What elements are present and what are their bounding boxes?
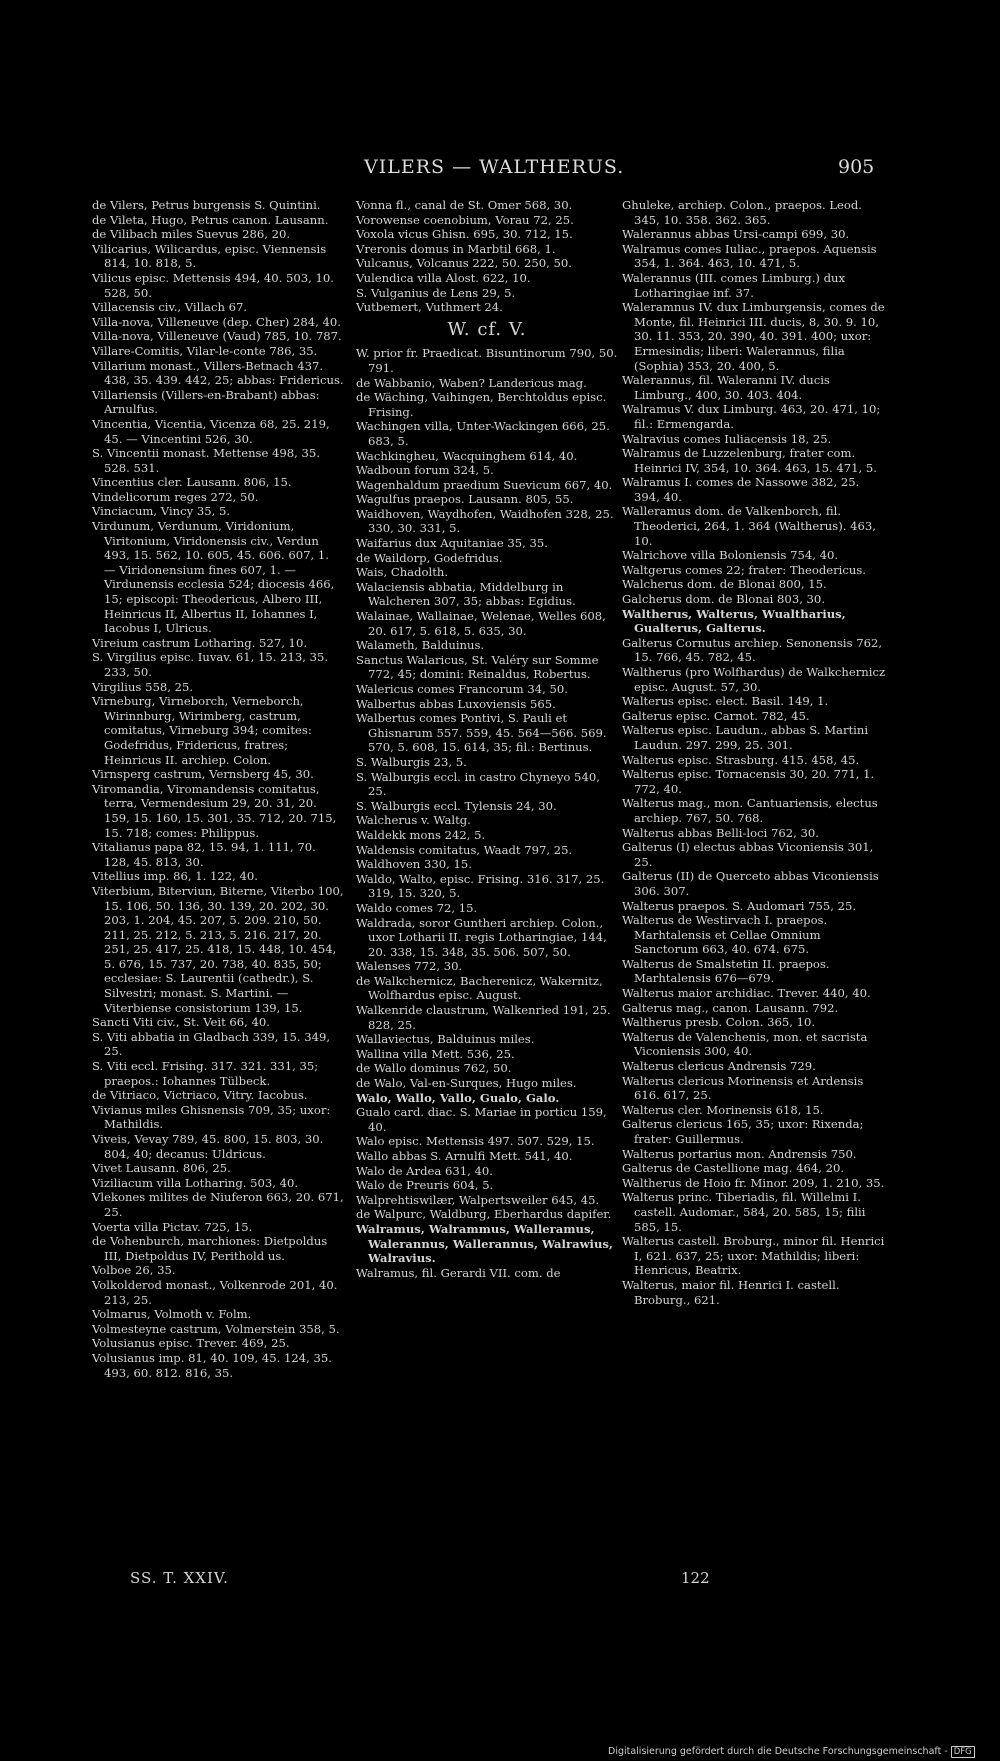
index-entry: de Wabbanio, Waben? Landericus mag.: [356, 375, 587, 390]
index-entry: Waldo comes 72, 15.: [356, 900, 478, 915]
index-entry: Walterus episc. Strasburg. 415. 458, 45.: [622, 752, 860, 767]
index-entry: Vindelicorum reges 272, 50.: [92, 489, 259, 504]
index-entry: S. Viti abbatia in Gladbach 339, 15. 349, 25.: [92, 1029, 331, 1059]
index-entry: Walerannus (III. comes Limburg.) dux Lotharingiae inf. 37.: [622, 270, 846, 300]
index-entry: W. prior fr. Praedicat. Bisuntinorum 790, 50. 791.: [356, 346, 618, 375]
index-entry: Vulendica villa Alost. 622, 10.: [356, 270, 531, 285]
index-entry: Vincentia, Vicentia, Vicenza 68, 25. 219, 45. — Vincentini 526, 30.: [92, 416, 330, 446]
index-entry: Voerta villa Pictav. 725, 15.: [92, 1219, 253, 1234]
index-entry: Volusianus imp. 81, 40. 109, 45. 124, 35. 493, 60. 812. 816, 35.: [92, 1350, 332, 1380]
dfg-logo: DFG: [951, 1746, 975, 1758]
index-entry: Walo episc. Mettensis 497. 507. 529, 15.: [356, 1134, 595, 1149]
index-entry: de Vileta, Hugo, Petrus canon. Lausann.: [92, 212, 329, 227]
index-entry: de Wallo dominus 762, 50.: [356, 1061, 512, 1076]
index-entry: Virneburg, Virneborch, Verneborch, Wirinnburg, Wirimberg, castrum, comitatus, Virneburg 394; comites: Godefridus, Fridericus, fratres; Heinricus II. archiep. Colon.: [92, 694, 312, 767]
index-entry: Waldekk mons 242, 5.: [356, 827, 486, 842]
index-entry: Walrichove villa Boloniensis 754, 40.: [622, 548, 839, 563]
index-entry: de Vilers, Petrus burgensis S. Quintini.: [92, 198, 321, 212]
index-entry: S. Walburgis 23, 5.: [356, 754, 467, 769]
index-entry: Walramus, fil. Gerardi VII. com. de: [356, 1265, 561, 1280]
index-entry: de Walpurc, Waldburg, Eberhardus dapifer.: [356, 1207, 612, 1222]
index-entry: Walterus de Smalstetin II. praepos. Marhtalensis 676—679.: [622, 956, 830, 986]
index-entry: Walericus comes Francorum 34, 50.: [356, 682, 568, 696]
index-entry: Wallina villa Mett. 536, 25.: [356, 1046, 515, 1061]
index-entry: Villare-Comitis, Vilar-le-conte 786, 35.: [92, 343, 318, 358]
index-column-1: [92, 198, 344, 1380]
index-entry: Waidhoven, Waydhofen, Waidhofen 328, 25. 330, 30. 331, 5.: [356, 506, 614, 536]
index-entry: S. Vincentii monast. Mettense 498, 35. 528. 531.: [92, 446, 320, 475]
index-entry: Waldensis comitatus, Waadt 797, 25.: [356, 842, 573, 857]
index-entry: Wallo abbas S. Arnulfi Mett. 541, 40.: [356, 1149, 573, 1163]
index-entry: Villariensis (Villers-en-Brabant) abbas: Arnulfus.: [92, 387, 320, 417]
index-entry: Waltgerus comes 22; frater: Theodericus.: [622, 562, 866, 577]
index-entry: Walterus portarius mon. Andrensis 750.: [622, 1146, 857, 1161]
index-entry: Galterus episc. Carnot. 782, 45.: [622, 708, 810, 723]
index-entry: de Vohenburch, marchiones: Dietpoldus III, Dietpoldus IV, Perithold us.: [92, 1234, 328, 1263]
index-entry: Walterus abbas Belli-loci 762, 30.: [622, 825, 819, 840]
index-entry: Walterus praepos. S. Audomari 755, 25.: [622, 898, 857, 913]
index-entry: Walbertus comes Pontivi, S. Pauli et Ghisnarum 557. 559, 45. 564—566. 569. 570, 5. 608, 15. 614, 35; fil.: Bertinus.: [356, 711, 607, 755]
index-entry: Walterus de Westirvach I. praepos. Marhtalensis et Cellae Omnium Sanctorum 663, 40. 674. 675.: [622, 913, 828, 957]
index-entry: Wagenhaldum praedium Suevicum 667, 40.: [356, 477, 613, 492]
index-entry: Volmesteyne castrum, Volmerstein 358, 5.: [92, 1321, 340, 1336]
index-entry: Waltherus, Walterus, Wualtharius, Gualterus, Galterus.: [622, 606, 846, 636]
index-entry: Sanctus Walaricus, St. Valéry sur Somme 772, 45; domini: Reinaldus, Robertus.: [356, 652, 599, 682]
index-entry: Vireium castrum Lotharing. 527, 10.: [92, 635, 307, 650]
index-entry: Walprehtiswilær, Walpertsweiler 645, 45.: [356, 1192, 600, 1207]
digitization-credit: [608, 1746, 975, 1758]
index-entry: Walterus cler. Morinensis 618, 15.: [622, 1102, 824, 1117]
index-entry: Villa-nova, Villeneuve (Vaud) 785, 10. 787.: [92, 329, 342, 344]
index-entry: Walterus clericus Andrensis 729.: [622, 1059, 816, 1074]
page-header: [0, 156, 1000, 186]
index-entry: Vorowense coenobium, Vorau 72, 25.: [356, 212, 574, 227]
index-entry: Galterus de Castellione mag. 464, 20.: [622, 1161, 845, 1176]
sheet-number: 122: [681, 1569, 710, 1587]
index-entry: Waldhoven 330, 15.: [356, 857, 472, 872]
index-entry: Waifarius dux Aquitaniae 35, 35.: [356, 536, 548, 551]
index-entry: S. Virgilius episc. Iuvav. 61, 15. 213, 35. 233, 50.: [92, 650, 329, 679]
index-entry: Gualo card. diac. S. Mariae in porticu 159, 40.: [356, 1105, 607, 1134]
index-entry: Vreronis domus in Marbtil 668, 1.: [356, 241, 556, 256]
index-entry: Galterus Cornutus archiep. Senonensis 762, 15. 766, 45. 782, 45.: [622, 635, 883, 665]
index-entry: S. Vulganius de Lens 29, 5.: [356, 285, 516, 300]
index-entry: Waleramnus IV. dux Limburgensis, comes de Monte, fil. Heinrici III. ducis, 8, 30. 9. 10, 30. 11. 353, 20. 390, 40. 391. 400; uxor: Ermesindis; liberi: Walerannus, filia (Sophia) 353, 20. 400, 5.: [622, 300, 885, 373]
index-entry: Waltherus (pro Wolfhardus) de Walkchernicz episc. August. 57, 30.: [622, 665, 886, 694]
index-entry: Walenses 772, 30.: [356, 959, 463, 974]
index-entry: Waldo, Walto, episc. Frising. 316. 317, 25. 319, 15. 320, 5.: [356, 871, 605, 901]
index-entry: Walbertus abbas Luxoviensis 565.: [356, 696, 556, 711]
index-entry: Wadboun forum 324, 5.: [356, 463, 494, 478]
index-entry: S. Walburgis eccl. Tylensis 24, 30.: [356, 798, 557, 813]
index-entry: Walameth, Balduinus.: [356, 638, 485, 653]
index-entry: de Waildorp, Godefridus.: [356, 550, 503, 565]
index-entry: Walramus comes Iuliac., praepos. Aquensis 354, 1. 364. 463, 10. 471, 5.: [622, 241, 877, 271]
section-heading: W. cf. V.: [447, 318, 527, 340]
index-entry: S. Walburgis eccl. in castro Chyneyo 540, 25.: [356, 769, 600, 799]
index-entry: Wais, Chadolth.: [356, 565, 449, 580]
index-entry: Vilicarius, Wilicardus, episc. Viennensis 814, 10. 818, 5.: [92, 241, 327, 271]
index-entry: Wachkingheu, Wacquinghem 614, 40.: [356, 448, 578, 463]
index-entry: Walo de Ardea 631, 40.: [356, 1163, 493, 1178]
index-entry: Walramus, Walrammus, Walleramus, Walerannus, Wallerannus, Walrawius, Walravius.: [356, 1221, 613, 1266]
index-entry: de Vitriaco, Victriaco, Vitry. Iacobus.: [92, 1088, 308, 1103]
volume-signature: SS. T. XXIV.: [130, 1569, 229, 1587]
index-entry: Volusianus episc. Trever. 469, 25.: [92, 1336, 290, 1351]
index-entry: Walramus I. comes de Nassowe 382, 25. 394, 40.: [622, 475, 860, 504]
index-entry: Wagulfus praepos. Lausann. 805, 55.: [356, 492, 574, 507]
index-entry: Vitellius imp. 86, 1. 122, 40.: [92, 869, 258, 884]
index-entry: Walterus maior archidiac. Trever. 440, 40.: [622, 986, 871, 1001]
index-entry: Galterus (I) electus abbas Viconiensis 301, 25.: [622, 840, 874, 869]
index-entry: Walerannus, fil. Waleranni IV. ducis Limburg., 400, 30. 403. 404.: [622, 373, 830, 402]
index-entry: Walcherus v. Waltg.: [356, 813, 471, 828]
index-entry: Waltherus presb. Colon. 365, 10.: [622, 1015, 816, 1030]
index-entry: Virnsperg castrum, Vernsberg 45, 30.: [92, 767, 314, 782]
index-entry: de Wäching, Vaihingen, Berchtoldus episc. Frising.: [356, 390, 607, 419]
index-entry: Vivet Lausann. 806, 25.: [92, 1161, 231, 1176]
index-entry: Walravius comes Iuliacensis 18, 25.: [622, 431, 832, 446]
index-entry: de Walkchernicz, Bacherenicz, Wakernitz, Wolfhardus episc. August.: [356, 973, 603, 1003]
index-entry: Walleramus dom. de Valkenborch, fil. Theoderici, 264, 1. 364 (Waltherus). 463, 10.: [622, 504, 876, 548]
index-entry: Walterus episc. elect. Basil. 149, 1.: [622, 694, 829, 709]
index-entry: Walterus episc. Laudun., abbas S. Martini Laudun. 297. 299, 25. 301.: [622, 723, 869, 752]
index-entry: Villacensis civ., Villach 67.: [92, 300, 248, 315]
page-number: 905: [838, 156, 875, 178]
index-entry: Volboe 26, 35.: [92, 1263, 176, 1278]
index-entry: Vlekones milites de Niuferon 663, 20. 671, 25.: [92, 1190, 344, 1219]
running-title: VILERS — WALTHERUS.: [364, 156, 625, 178]
index-entry: Vinciacum, Vincy 35, 5.: [92, 504, 231, 519]
index-entry: Waltherus de Hoio fr. Minor. 209, 1. 210, 35.: [622, 1175, 885, 1190]
index-entry: Walterus castell. Broburg., minor fil. Henrici I, 621. 637, 25; uxor: Mathildis; liberi: Henricus, Beatrix.: [622, 1234, 885, 1278]
index-entry: de Walo, Val-en-Surques, Hugo miles.: [356, 1076, 577, 1091]
index-entry: Walterus episc. Tornacensis 30, 20. 771, 1. 772, 40.: [622, 767, 875, 796]
index-column-2: [356, 198, 618, 1280]
index-entry: Walterus clericus Morinensis et Ardensis 616. 617, 25.: [622, 1073, 864, 1103]
index-entry: Volmarus, Volmoth v. Folm.: [92, 1307, 252, 1322]
index-entry: Vivianus miles Ghisnensis 709, 35; uxor: Mathildis.: [92, 1102, 331, 1132]
index-entry: Walo de Preuris 604, 5.: [356, 1178, 494, 1193]
index-entry: Voxola vicus Ghisn. 695, 30. 712, 15.: [356, 227, 573, 242]
index-entry: Walterus princ. Tiberiadis, fil. Willelmi I. castell. Audomar., 584, 20. 585, 15; filii 585, 15.: [622, 1190, 866, 1234]
index-entry: Galcherus dom. de Blonai 803, 30.: [622, 592, 825, 607]
index-entry: Walterus, maior fil. Henrici I. castell. Broburg., 621.: [622, 1277, 840, 1307]
index-entry: Villarium monast., Villers-Betnach 437. 438, 35. 439. 442, 25; abbas: Fridericus.: [92, 358, 344, 388]
index-entry: Vitalianus papa 82, 15. 94, 1. 111, 70. 128, 45. 813, 30.: [92, 840, 316, 869]
index-entry: Vonna fl., canal de St. Omer 568, 30.: [356, 198, 573, 212]
index-entry: Vutbemert, Vuthmert 24.: [356, 300, 503, 315]
index-entry: Sancti Viti civ., St. Veit 66, 40.: [92, 1015, 270, 1030]
index-entry: Virgilius 558, 25.: [92, 679, 194, 694]
index-entry: Viromandia, Viromandensis comitatus, terra, Vermendesium 29, 20. 31, 20. 159, 15. 160, 15. 301, 35. 712, 20. 715, 15. 718; comes: Philippus.: [92, 781, 337, 840]
index-entry: Vilicus episc. Mettensis 494, 40. 503, 10. 528, 50.: [92, 270, 334, 300]
index-entry: de Vilibach miles Suevus 286, 20.: [92, 227, 291, 242]
index-entry: Virdunum, Verdunum, Viridonium, Viritonium, Viridonensis civ., Verdun 493, 15. 562, 10. 605, 45. 606. 607, 1. — Viridonensium fines 607, 1. — Virdunensis ecclesia 524; diocesis 466, 15; episcopi: Theodericus, Albero III, Heinricus II, Albertus II, Iohannes I, Iacobus I, Ulricus.: [92, 519, 335, 636]
index-entry: Walcherus dom. de Blonai 800, 15.: [622, 577, 827, 592]
index-column-3: [622, 198, 886, 1307]
index-entry: S. Viti eccl. Frising. 317. 321. 331, 35; praepos.: Iohannes Tülbeck.: [92, 1059, 319, 1088]
index-entry: Galterus clericus 165, 35; uxor: Rixenda; frater: Guillermus.: [622, 1117, 864, 1146]
index-entry: Walterus de Valenchenis, mon. et sacrista Viconiensis 300, 40.: [622, 1029, 868, 1059]
index-entry: Galterus (II) de Querceto abbas Viconiensis 306. 307.: [622, 869, 879, 898]
index-entry: Viziliacum villa Lotharing. 503, 40.: [92, 1175, 299, 1190]
index-entry: Walo, Wallo, Vallo, Gualo, Galo.: [356, 1090, 560, 1105]
index-entry: Waldrada, soror Guntheri archiep. Colon., uxor Lotharii II. regis Lotharingiae, 144, 20. 338, 15. 348, 35. 506. 507, 50.: [356, 915, 607, 959]
index-entry: Walramus V. dux Limburg. 463, 20. 471, 10; fil.: Ermengarda.: [622, 402, 881, 431]
index-entry: Walaciensis abbatia, Middelburg in Walcheren 307, 35; abbas: Egidius.: [356, 579, 576, 609]
credit-text: Digitalisierung gefördert durch die Deutsche Forschungsgemeinschaft -: [608, 1746, 948, 1757]
index-entry: Wallaviectus, Balduinus miles.: [356, 1032, 535, 1047]
index-entry: Viterbium, Biterviun, Biterne, Viterbo 100, 15. 106, 50. 136, 30. 139, 20. 202, 30. 203, 1. 204, 45. 207, 5. 209. 210, 50. 211, 25. 212, 5. 213, 5. 216. 217, 20. 251, 25. 417, 25. 418, 15. 448, 10. 454, 5. 676, 15. 737, 20. 738, 40. 835, 50; ecclesiae: S. Laurentii (cathedr.), S. Silvestri; monast. S. Martini. — Viterbiense consistorium 139, 15.: [92, 883, 344, 1015]
index-entry: Ghuleke, archiep. Colon., praepos. Leod. 345, 10. 358. 362. 365.: [622, 198, 862, 227]
index-entry: Walainae, Wallainae, Welenae, Welles 608, 20. 617, 5. 618, 5. 635, 30.: [356, 609, 606, 638]
index-entry: Villa-nova, Villeneuve (dep. Cher) 284, 40.: [92, 314, 341, 329]
index-entry: Walkenride claustrum, Walkenried 191, 25. 828, 25.: [356, 1003, 611, 1032]
index-entry: Volkolderod monast., Volkenrode 201, 40. 213, 25.: [92, 1277, 338, 1307]
index-entry: Viveis, Vevay 789, 45. 800, 15. 803, 30. 804, 40; decanus: Uldricus.: [92, 1132, 324, 1161]
index-entry: Walramus de Luzzelenburg, frater com. Heinrici IV, 354, 10. 364. 463, 15. 471, 5.: [622, 446, 877, 475]
index-entry: Vincentius cler. Lausann. 806, 15.: [92, 475, 292, 490]
index-column-2-top: [356, 198, 618, 315]
index-column-2-bottom: [356, 346, 618, 1280]
index-entry: Vulcanus, Volcanus 222, 50. 250, 50.: [356, 256, 572, 271]
index-entry: Walterus mag., mon. Cantuariensis, electus archiep. 767, 50. 768.: [622, 796, 878, 825]
index-entry: Galterus mag., canon. Lausann. 792.: [622, 1000, 839, 1015]
index-entry: Wachingen villa, Unter-Wackingen 666, 25. 683, 5.: [356, 419, 610, 448]
index-entry: Walerannus abbas Ursi-campi 699, 30.: [622, 227, 850, 242]
